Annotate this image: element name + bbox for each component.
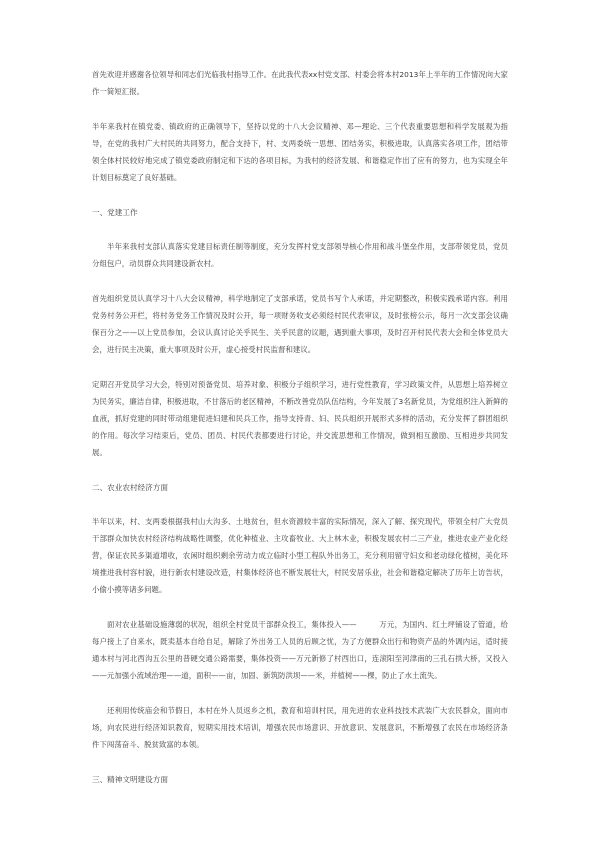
rural-economy-paragraph-1: 半年以来，村、支两委根据我村山大沟多、土地贫台，但水资源较丰富的实际情况，深入了解、探究现代，带领全村广大党员干部群众加快农村经济结构战略性调整，优化种植业、主攻畜牧业、大上林木业，积极发展农村二三产业，推进农业产业化经营，保证农民多渠道增收，农闲时组织剩余劳动力成立临时小型工程队外出务工，充分利用留守妇女和老动绿化植树，美化环境推进我村容村貌，进行新农村建设改造，村集体经济也不断发展壮大，村民安居乐业，社会和谐稳定解决了历年上访告状，小偷小摸等诸多问题。 xyxy=(92,517,508,594)
party-building-paragraph-2: 首先组织党员认真学习十八大会议精神，科学地制定了支部承诺，党员书写个人承诺，并定期整改，积极实践承诺内容。利用党务村务公开栏，将村务党务工作情况及时公开，每一项财务收支必须经村民代表审议，及时张榜公示，每月一次支部会议确保百分之——以上党员参加，会议认真讨论关乎民生、关乎民意的议题，遇到重大事项，及时召开村民代表大会和全体党员大会，进行民主决策，重大事项及时公开，虚心接受村民监督和建议。 xyxy=(92,294,508,354)
rural-economy-paragraph-3: 还利用传统庙会和节假日，本村在外人员返乡之机，教育和培训村民，用先进的农业科技技术武装广大农民群众，面向市场，向农民进行经济知识教育，短期实用技术培训，增强农民市场意识、开放意识、发展意识，不断增强了农民在市场经济条件下闯荡奋斗、脱贫致富的本领。 xyxy=(92,706,508,749)
section-title-rural-economy: 二、农业农村经济方面 xyxy=(92,483,168,492)
party-building-paragraph-1: 半年来我村支部认真落实党建目标责任制等制度，充分发挥村党支部领导核心作用和战斗堡垒作用，支部带领党员，党员分组包户，动员群众共同建设新农村。 xyxy=(92,242,508,268)
section-title-party-building: 一、党建工作 xyxy=(92,208,138,217)
overview-paragraph: 半年来我村在镇党委、镇政府的正确领导下，坚持以党的十八大会议精神、邓—理论、三个代表重要思想和科学发展观为指导，在党的我村广大村民的共同努力，配合支持下，村、支两委统一思想、团结务实，积极进取，认真落实各项工作，团结带领全体村民较好地完成了镇党委政府制定和下达的各项目标，为我村的经济发展、和谐稳定作出了应有的努力，也为实现全年计划目标奠定了良好基础。 xyxy=(92,122,508,182)
section-title-spiritual-civilization: 三、精神文明建设方面 xyxy=(92,775,168,784)
rural-economy-paragraph-2: 面对农业基础设施薄弱的状况，组织全村党员干部群众投工，集体投入—— 万元，为国内、红土坪铺设了管道，给每户接上了自来水，既卖基本自给自足，解除了外出务工人员的后顾之忧，为了方便群众出行和物资产品的外调内运，适时接通本村与河北西沟五公里的普硬交通公路需要，集体投资——万元新修了村西出口，连滚阳至河津南的三孔石拱大桥，又投入——元加强小流域治理——道，面积——亩，加固、新筑防洪坝——米，并植树——棵，防止了水土流失。 xyxy=(92,620,508,680)
intro-paragraph: 首先欢迎并感谢各位领导和同志们光临我村指导工作。在此我代表xx村党支部、村委会将本村2013年上半年的工作情况向大家作一简短汇报。 xyxy=(92,70,508,96)
party-building-paragraph-3: 定期召开党员学习大会，特别对预备党员、培养对象、积极分子组织学习，进行党性教育，学习政策文件，从思想上培养树立为民务实，廉洁自律，积极进取，不甘落后的老区精神，不断改善党员队伍结构，今年发展了3名新党员，为党组织注入新鲜的血液，抓好党建的同时带动组建促进妇建和民兵工作，指导支持青、妇、民兵组织开展形式多样的活动，充分发挥了群团组织的作用。每次学习结束后，党员、团员、村民代表都要进行讨论，并交流思想和工作情况，做到相互激励、互相进步共同发展。 xyxy=(92,380,508,457)
